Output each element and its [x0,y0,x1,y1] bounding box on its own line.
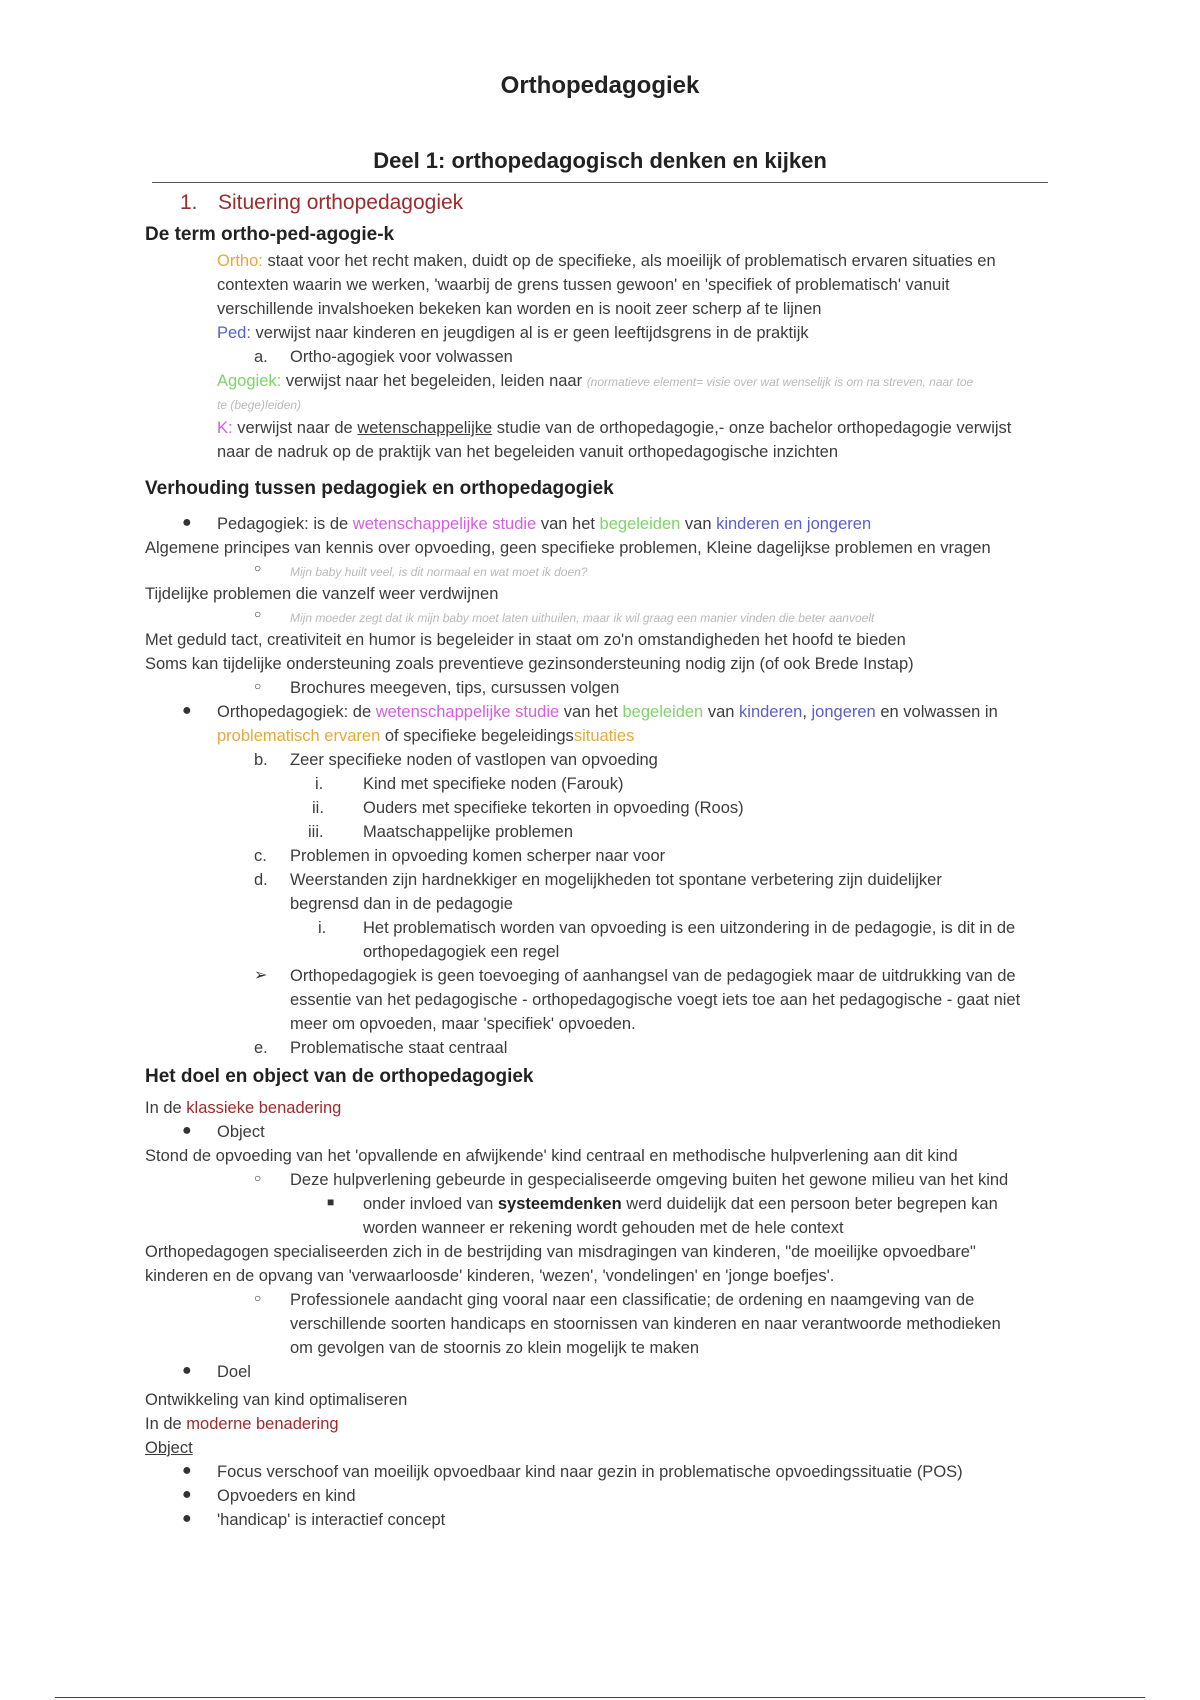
item-e-text: Problematische staat centraal [290,1039,508,1057]
item-b-iii-text: Maatschappelijke problemen [363,823,574,841]
k-line-2: naar de nadruk op de praktijk van het begeleiden vanuit orthopedagogische inzichten [217,443,839,461]
bullet: ● [182,702,192,719]
prof-line-2: verschillende soorten handicaps en stoornissen van kinderen en naar verantwoorde methodieken [290,1315,1001,1333]
arrow-text-1: Orthopedagogiek is geen toevoeging of aanhangsel van de pedagogiek maar de uitdrukking van de [290,967,1016,985]
educators-line: Opvoeders en kind [217,1487,356,1505]
circle-bullet: ○ [254,1291,262,1305]
circle-bullet: ○ [254,679,262,693]
list-marker-b: b. [254,751,268,769]
arrow-bullet: ➢ [254,967,268,984]
circle-bullet: ○ [254,1171,262,1185]
ortho-label: Ortho: [217,252,263,270]
section-title: Situering orthopedagogiek [218,191,464,214]
ortho-agogiek-text: Ortho-agogiek voor volwassen [290,348,513,366]
ortho-line-3: verschillende invalshoeken bekeken kan worden en is nooit zeer scherp af te lijnen [217,300,822,318]
pedagogiek-bullet: Pedagogiek: is de wetenschappelijke studie van het begeleiden van kinderen en jongeren [217,515,872,533]
section-number: 1. [180,191,198,214]
specialized-line-1: Orthopedagogen specialiseerden zich in de bestrijding van misdragingen van kinderen, "de moeilijke opvoedbare" [145,1243,976,1261]
system-line-1: onder invloed van systeemdenken werd duidelijk dat een persoon beter begrepen kan [363,1195,998,1213]
list-marker-d-i: i. [318,919,327,937]
ortho-line-2: contexten waarin we werken, 'waarbij de grens tussen gewoon' en 'specifiek of problematisch' vanuit [217,276,950,294]
example-note-1: Mijn baby huilt veel, is dit normaal en wat moet ik doen? [290,565,588,579]
agogiek-line [217,369,973,394]
ortho-text: staat voor het recht maken, duidt op de specifieke, als moeilijk of problematisch ervaren situaties en [267,252,996,270]
term-heading: De term ortho-ped-agogie-k [145,224,395,245]
item-b-i-text: Kind met specifieke noden (Farouk) [363,775,624,793]
system-line-2: worden wanneer er rekening wordt gehouden met de hele context [363,1219,844,1237]
bullet: ● [182,1462,192,1479]
agogiek-label: Agogiek: [217,372,282,390]
item-c-text: Problemen in opvoeding komen scherper naar voor [290,847,666,865]
bullet: ● [182,1486,192,1503]
title-divider [152,182,1048,183]
handicap-line: 'handicap' is interactief concept [217,1511,446,1529]
prof-line-1: Professionele aandacht ging vooral naar een classificatie; de ordening en naamgeving van de [290,1291,975,1309]
classic-approach: In de klassieke benadering [145,1099,342,1117]
orthopedagogiek-bullet: Orthopedagogiek: de wetenschappelijke studie van het begeleiden van kinderen, jongeren en volwassen in [217,703,998,721]
bullet: ● [182,514,192,531]
page-bottom-rule [55,1697,1145,1698]
part-title: Deel 1: orthopedagogisch denken en kijken [373,148,827,173]
list-marker-b-iii: iii. [308,823,324,841]
arrow-text-3: meer om opvoeden, maar 'specifiek' opvoeden. [290,1015,636,1033]
square-bullet: ■ [327,1195,335,1209]
stood-line: Stond de opvoeding van het 'opvallende en afwijkende' kind centraal en methodische hulpverlening aan dit kind [145,1147,958,1165]
list-marker-a: a. [254,348,268,366]
k-label: K: [217,419,233,437]
specialized-line-2: kinderen en de opvang van 'verwaarloosde' kinderen, 'wezen', 'vondelingen' en 'jonge boefjes'. [145,1267,835,1285]
item-d-i-text-1: Het problematisch worden van opvoeding is een uitzondering in de pedagogie, is dit in de [363,919,1016,937]
orthopedagogiek-bullet-cont: problematisch ervaren of specifieke begeleidingssituaties [217,727,635,745]
circle-bullet: ○ [254,607,262,621]
k-line-1: K: verwijst naar de wetenschappelijke studie van de orthopedagogie,- onze bachelor orthopedagogie verwijst [217,419,1012,437]
ped-text: verwijst naar kinderen en jeugdigen al is er geen leeftijdsgrens in de praktijk [255,324,809,342]
arrow-text-2: essentie van het pedagogische - orthopedagogische voegt iets toe aan het pedagogische - gaat niet [290,991,1021,1009]
list-marker-c: c. [254,847,267,865]
list-marker-e: e. [254,1039,268,1057]
object-label: Object [217,1123,265,1141]
bullet: ● [182,1510,192,1527]
sometimes-line: Soms kan tijdelijke ondersteuning zoals preventieve gezinsondersteuning nodig zijn (of ook Brede Instap) [145,655,914,673]
doel-label: Doel [217,1363,251,1381]
agogiek-note: (normatieve element= visie over wat wenselijk is om na streven, naar toe [586,375,974,389]
ortho-line-1 [217,249,996,273]
help-line: Deze hulpverlening gebeurde in gespecialiseerde omgeving buiten het gewone milieu van het kind [290,1171,1009,1189]
focus-line: Focus verschoof van moeilijk opvoedbaar kind naar gezin in problematische opvoedingssituatie (POS) [217,1463,963,1481]
bullet: ● [182,1362,192,1379]
item-d-text-2: begrensd dan in de pedagogie [290,895,513,913]
ped-line [217,321,809,345]
agogiek-note-2: te (bege)leiden) [217,398,302,412]
temporary-problems: Tijdelijke problemen die vanzelf weer verdwijnen [145,585,499,603]
develop-line: Ontwikkeling van kind optimaliseren [145,1391,408,1409]
patience-line: Met geduld tact, creativiteit en humor is begeleider in staat om zo'n omstandigheden het hoofd te bieden [145,631,906,649]
item-d-i-text-2: orthopedagogiek een regel [363,943,560,961]
general-principles: Algemene principes van kennis over opvoeding, geen specifieke problemen, Kleine dagelijkse problemen en vragen [145,539,991,557]
goal-heading: Het doel en object van de orthopedagogiek [145,1066,534,1087]
k-underlined-word: wetenschappelijke [357,419,493,437]
item-d-text-1: Weerstanden zijn hardnekkiger en mogelijkheden tot spontane verbetering zijn duidelijker [290,871,942,889]
modern-approach: In de moderne benadering [145,1415,339,1433]
list-marker-d: d. [254,871,268,889]
bullet: ● [182,1122,192,1139]
circle-bullet: ○ [254,561,262,575]
agogiek-text: verwijst naar het begeleiden, leiden naar [285,372,583,390]
item-b-ii-text: Ouders met specifieke tekorten in opvoeding (Roos) [363,799,744,817]
document-title: Orthopedagogiek [500,72,700,99]
list-marker-b-ii: ii. [312,799,324,817]
relation-heading: Verhouding tussen pedagogiek en orthopedagogiek [145,478,614,499]
list-marker-b-i: i. [315,775,324,793]
ped-label: Ped: [217,324,251,342]
brochures-line: Brochures meegeven, tips, cursussen volgen [290,679,620,697]
example-note-2: Mijn moeder zegt dat ik mijn baby moet laten uithuilen, maar ik wil graag een manier vinden die beter aanvoelt [290,611,875,625]
object-underlined: Object [145,1439,193,1457]
prof-line-3: om gevolgen van de stoornis zo klein mogelijk te maken [290,1339,700,1357]
item-b-text: Zeer specifieke noden of vastlopen van opvoeding [290,751,658,769]
